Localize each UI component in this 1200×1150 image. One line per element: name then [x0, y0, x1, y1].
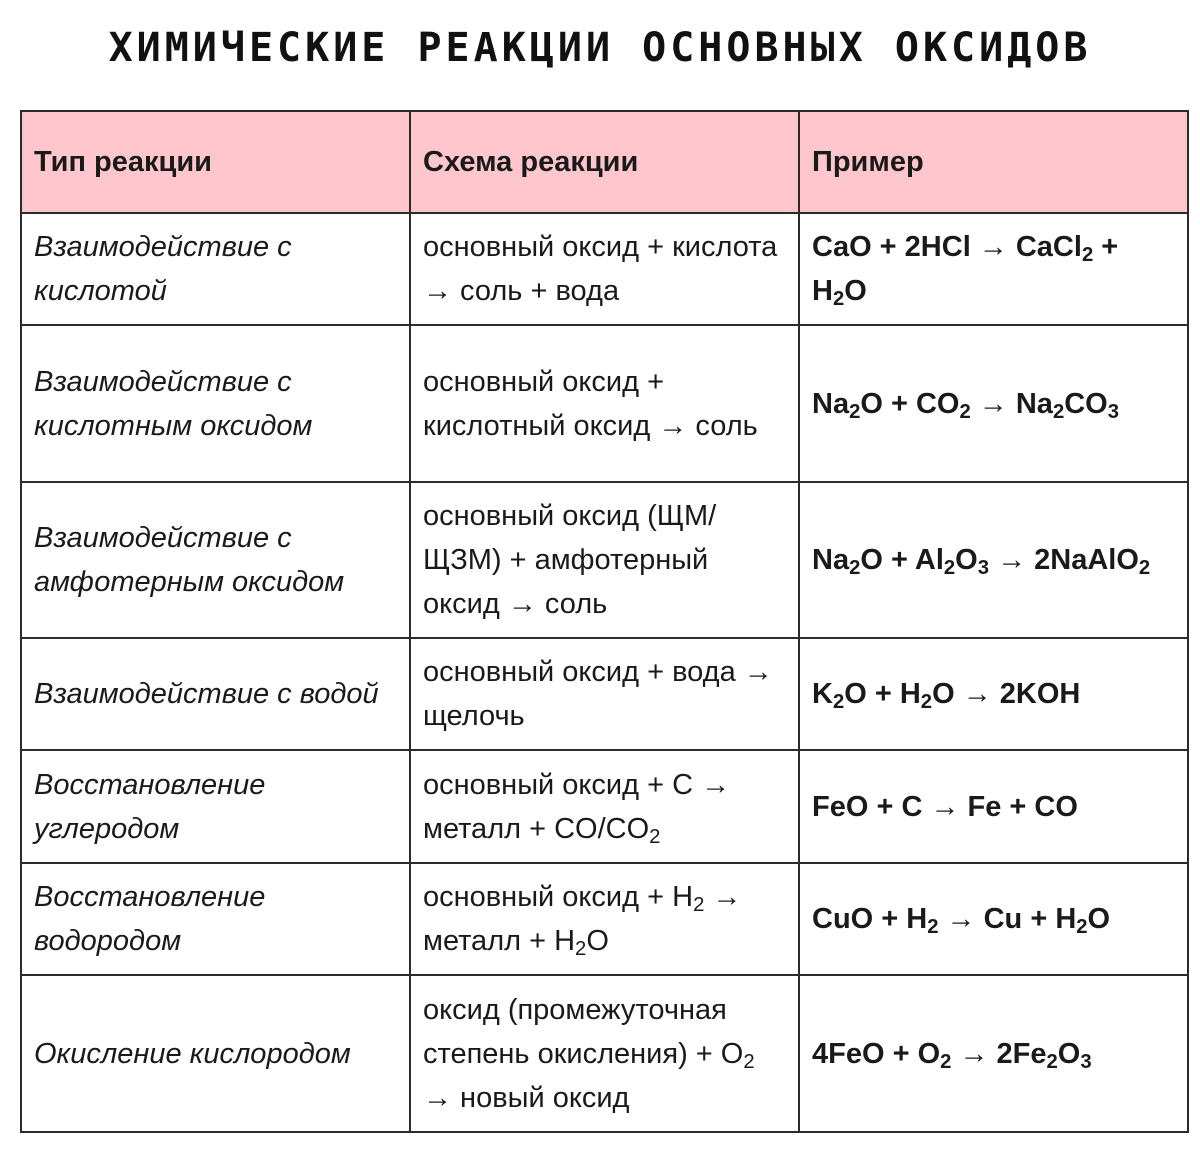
reaction-type-cell: Окисление кислородом — [21, 975, 410, 1132]
reaction-type-cell: Восстановление водородом — [21, 863, 410, 975]
table-row — [21, 482, 1188, 638]
reaction-scheme-cell: оксид (промежуточная степень окисления) + $O_2$ → новый оксид — [410, 975, 799, 1132]
header-scheme: Схема реакции — [410, 111, 799, 213]
reaction-example-cell: $Na_2O + Al_2O_3$ → 2NaAlO$_2$ — [799, 482, 1188, 638]
table-row — [21, 213, 1188, 325]
reaction-scheme-cell: основный оксид (ЩМ/ЩЗМ) + амфотерный оксид → соль — [410, 482, 799, 638]
reaction-type-cell: Взаимодействие с водой — [21, 638, 410, 750]
reaction-example-cell: FeO + C → Fe + CO — [799, 750, 1188, 863]
table-row — [21, 750, 1188, 863]
table-row — [21, 863, 1188, 975]
header-type: Тип реакции — [21, 111, 410, 213]
reaction-example-cell: $K_2O + H_2O \to 2KOH$ — [799, 638, 1188, 750]
header-example: Пример — [799, 111, 1188, 213]
reaction-example-cell: $Na_2O + CO_2 \to Na_2CO_3$ — [799, 325, 1188, 482]
reaction-scheme-cell: основный оксид + C → металл + $CO/CO_2$ — [410, 750, 799, 863]
reaction-example-cell: CaO + 2HCl → CaCl$_2$ + $H_2O$ — [799, 213, 1188, 325]
reaction-scheme-cell: основный оксид + вода → щелочь — [410, 638, 799, 750]
reaction-type-cell: Восстановление углеродом — [21, 750, 410, 863]
table-header-row — [21, 111, 1188, 213]
reaction-scheme-cell: основный оксид + кислотный оксид → соль — [410, 325, 799, 482]
reaction-scheme-cell: основный оксид + $H_2$ → металл + $H_2O$ — [410, 863, 799, 975]
table-row — [21, 325, 1188, 482]
reaction-example-cell: $4FeO + O_2 \to 2Fe_2O_3$ — [799, 975, 1188, 1132]
table-row — [21, 975, 1188, 1132]
page-title: ХИМИЧЕСКИЕ РЕАКЦИИ ОСНОВНЫХ ОКСИДОВ — [108, 25, 1092, 71]
reaction-type-cell: Взаимодействие с кислотой — [21, 213, 410, 325]
reaction-type-cell: Взаимодействие с амфотерным оксидом — [21, 482, 410, 638]
reaction-example-cell: CuO + $H_2 \to Cu + H_2O$ — [799, 863, 1188, 975]
reaction-type-cell: Взаимодействие с кислотным оксидом — [21, 325, 410, 482]
reactions-table — [20, 110, 1189, 1133]
reaction-scheme-cell: основный оксид + кислота → соль + вода — [410, 213, 799, 325]
table-row — [21, 638, 1188, 750]
